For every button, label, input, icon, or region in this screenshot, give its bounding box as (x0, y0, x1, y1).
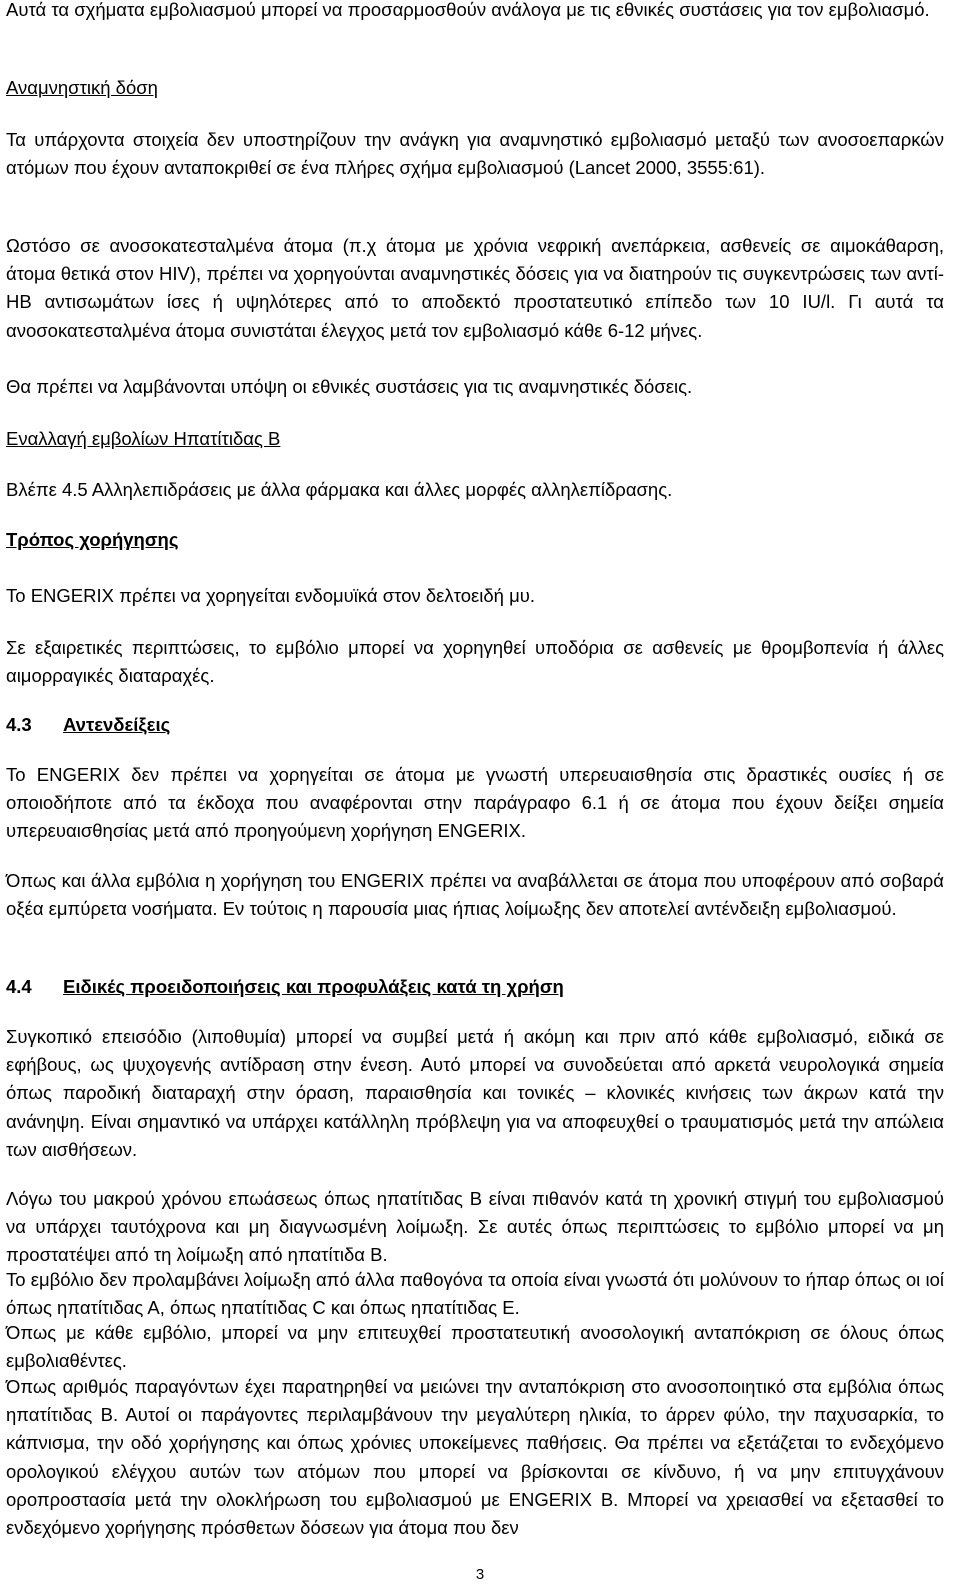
section-heading-4-4 (6, 973, 944, 1001)
paragraph-booster-data: Τα υπάρχοντα στοιχεία δεν υποστηρίζουν την ανάγκη για αναμνηστικό εμβολιασμό μεταξύ των ανοσοεπαρκών ατόμων που έχουν ανταποκριθεί σε ένα πλήρες σχήμα εμβολιασμού (Lancet 2000, 3555:61). (6, 129, 944, 179)
section-title: Αντενδείξεις (63, 714, 171, 735)
paragraph-immunocompromised: Ωστόσο σε ανοσοκατεσταλμένα άτομα (π.χ άτομα με χρόνια νεφρική ανεπάρκεια, ασθενείς σε αιμοκάθαρση, άτομα θετικά στον HIV), πρέπει να χορηγούνται αναμνηστικές δόσεις για να διατηρούν τις συγκεντρώσεις των αντί-HB αντισωμάτων ίσες ή υψηλότερες από το αποδεκτό προστατευτικό επίπεδο των 10 IU/l. Γι αυτά τα ανοσοκατεσταλμένα άτομα συνιστάται έλεγχος μετά τον εμβολιασμό κάθε 6-12 μήνες. (6, 235, 944, 341)
section-number: 4.3 (6, 714, 32, 735)
heading-administration: Τρόπος χορήγησης (6, 529, 179, 550)
paragraph-national-recommendations: Θα πρέπει να λαμβάνονται υπόψη οι εθνικές συστάσεις για τις αναμνηστικές δόσεις. (6, 376, 693, 397)
page-number: 3 (475, 1566, 485, 1583)
paragraph-contraindications: Το ENGERIX δεν πρέπει να χορηγείται σε άτομα με γνωστή υπερευαισθησία στις δραστικές ουσίες ή σε οποιοδήποτε από τα έκδοχα που αναφέρονται στην παράγραφο 6.1 ή σε άτομα που έχουν δείξει σημεία υπερευαισθησίας μετά από προηγούμενη χορήγηση ENGERIX. (6, 764, 944, 842)
heading-booster-dose: Αναμνηστική δόση (6, 77, 158, 98)
paragraph-other-pathogens: Το εμβόλιο δεν προλαμβάνει λοίμωξη από άλλα παθογόνα τα οποία είναι γνωστά ότι μολύνουν το ήπαρ όπως οι ιοί όπως ηπατίτιδας Α, όπως ηπατίτιδας C και όπως ηπατίτιδας Ε. (6, 1269, 944, 1319)
paragraph-incubation: Λόγω του μακρού χρόνου επωάσεως όπως ηπατίτιδας Β είναι πιθανόν κατά τη χρονική στιγμή του εμβολιασμού να υπάρχει ταυτόχρονα και μη διαγνωσμένη λοίμωξη. Σε αυτές όπως περιπτώσεις το εμβόλιο μπορεί να μη προστατέψει από τη λοίμωξη από ηπατίτιδα Β. (6, 1188, 944, 1266)
paragraph-no-full-protection: Όπως με κάθε εμβόλιο, μπορεί να μην επιτευχθεί προστατευτική ανοσολογική ανταπόκριση σε όλους όπως εμβολιαθέντες. (6, 1322, 944, 1372)
paragraph-see-interactions: Βλέπε 4.5 Αλληλεπιδράσεις με άλλα φάρμακα και άλλες μορφές αλληλεπίδρασης. (6, 479, 673, 500)
section-number: 4.4 (6, 976, 32, 997)
section-title: Ειδικές προειδοποιήσεις και προφυλάξεις κατά τη χρήση (63, 976, 564, 997)
paragraph-intramuscular: Το ENGERIX πρέπει να χορηγείται ενδομυϊκά στον δελτοειδή μυ. (6, 585, 536, 606)
heading-vaccine-interchange: Εναλλαγή εμβολίων Ηπατίτιδας Β (6, 428, 281, 449)
section-heading-4-3 (6, 711, 944, 739)
paragraph-response-factors: Όπως αριθμός παραγόντων έχει παρατηρηθεί να μειώνει την ανταπόκριση στο ανοσοποιητικό στα εμβόλια όπως ηπατίτιδας Β. Αυτοί οι παράγοντες περιλαμβάνουν την μεγαλύτερη ηλικία, το άρρεν φύλο, την παχυσαρκία, το κάπνισμα, την οδό χορήγησης και όπως χρόνιες υποκείμενες παθήσεις. Θα πρέπει να εξετάζεται το ενδεχόμενο ορολογικού ελέγχου αυτών των ατόμων που μπορεί να βρίσκονται σε κίνδυνο, ή να μην επιτυγχάνουν οροπροστασία μετά την ολοκλήρωση του εμβολιασμού με ENGERIX B. Μπορεί να χρειασθεί να εξετασθεί το ενδεχόμενο χορήγησης πρόσθετων δόσεων για άτομα που δεν (6, 1376, 944, 1539)
paragraph-syncope: Συγκοπικό επεισόδιο (λιποθυμία) μπορεί να συμβεί μετά ή ακόμη και πριν από κάθε εμβολιασμό, ειδικά σε εφήβους, ως ψυχογενής αντίδραση στην ένεση. Αυτό μπορεί να συνοδεύεται από αρκετά νευρολογικά σημεία όπως παροδική διαταραχή στην όραση, παραισθησία και τονικές – κλονικές κινήσεις των άκρων κατά την ανάνηψη. Είναι σημαντικό να υπάρχει κατάλληλη πρόβλεψη για να αποφευχθεί ο τραυματισμός μετά την απώλεια των αισθήσεων. (6, 1026, 944, 1160)
paragraph-febrile-illness: Όπως και άλλα εμβόλια η χορήγηση του ENGERIX πρέπει να αναβάλλεται σε άτομα που υποφέρουν από σοβαρά οξέα εμπύρετα νοσήματα. Εν τούτοις η παρουσία μιας ήπιας λοίμωξης δεν αποτελεί αντένδειξη εμβολιασμού. (6, 870, 944, 920)
paragraph-subcutaneous: Σε εξαιρετικές περιπτώσεις, το εμβόλιο μπορεί να χορηγηθεί υποδόρια σε ασθενείς με θρομβοπενία ή άλλες αιμορραγικές διαταραχές. (6, 637, 944, 687)
paragraph-intro: Αυτά τα σχήματα εμβολιασμού μπορεί να προσαρμοσθούν ανάλογα με τις εθνικές συστάσεις για τον εμβολιασμό. (6, 0, 930, 20)
